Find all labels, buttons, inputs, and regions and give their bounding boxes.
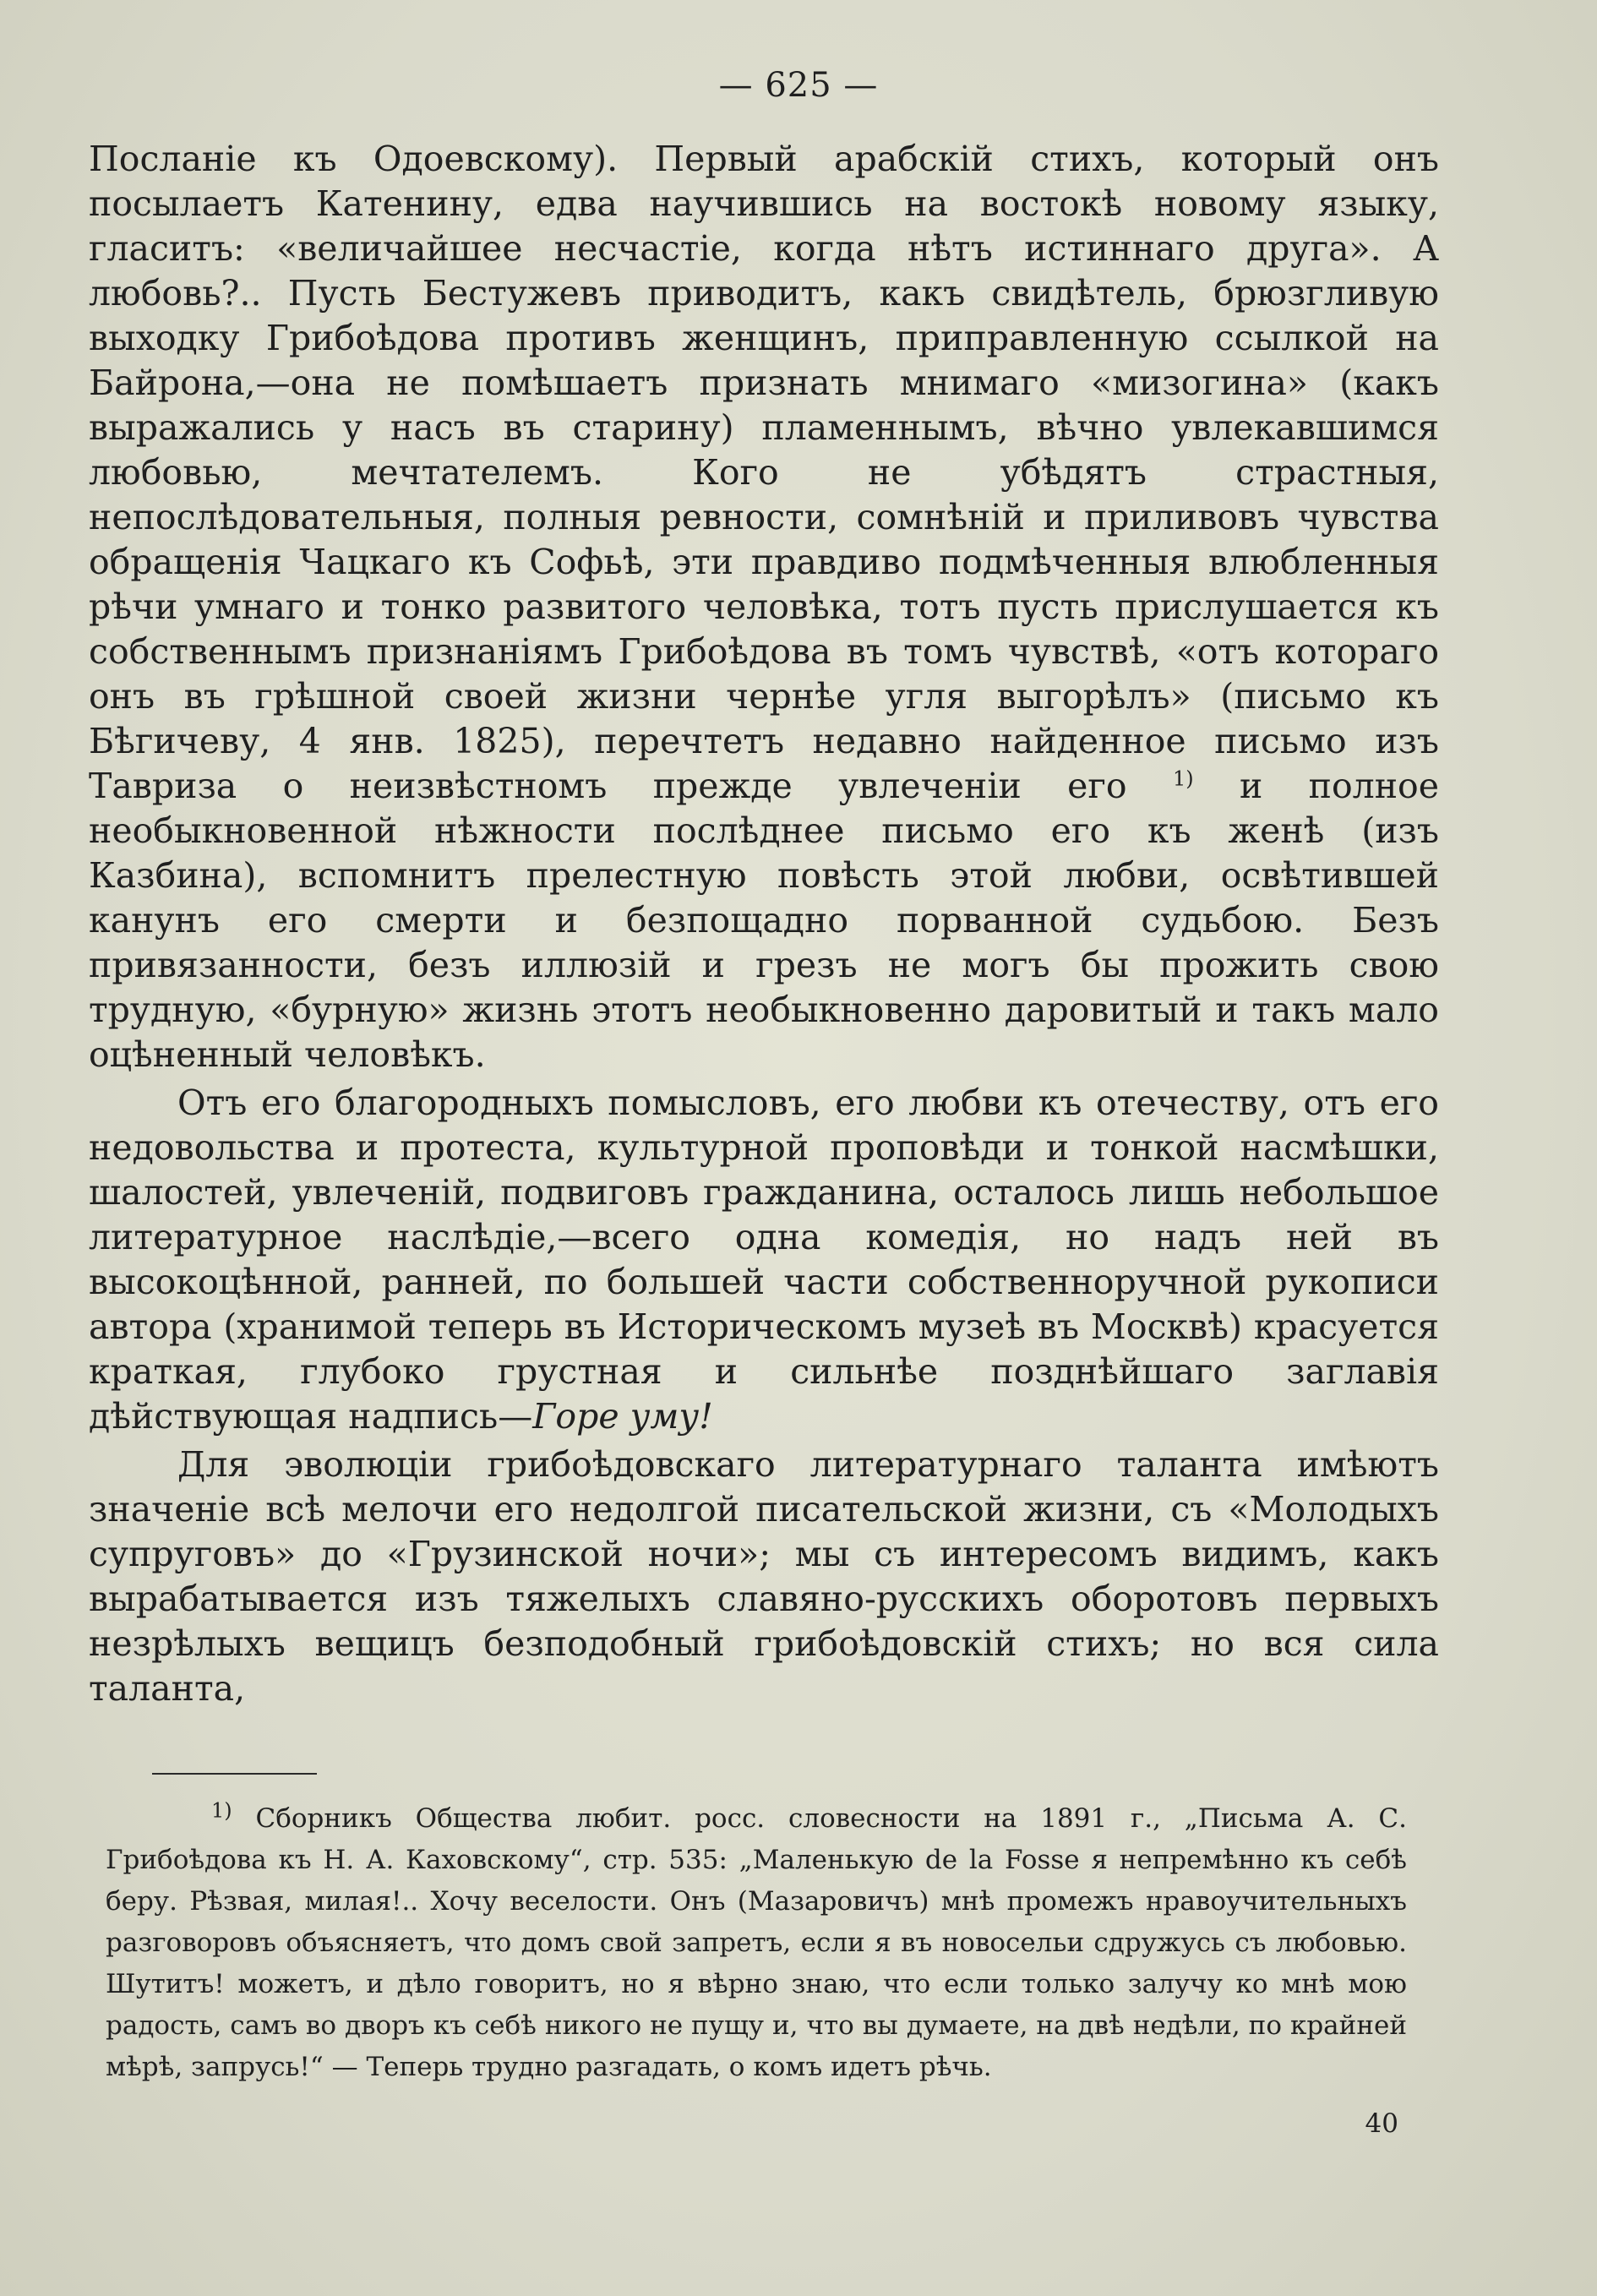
footnote-text: Сборникъ Общества любит. росс. словесности на 1891 г., „Письма А. С. Грибоѣдова къ Н. А. Каховскому“, стр. 535: „Маленькую de la Fosse я непремѣнно къ себѣ беру. Рѣзвая, милая!.. Хочу веселости. Онъ (Мазаровичъ) мнѣ промежъ нравоучительныхъ разговоровъ объясняетъ, что домъ свой запретъ, если я въ новосельи сдружусь съ любовью. Шутитъ! можетъ, и дѣло говоритъ, но я вѣрно знаю, что если только залучу ко мнѣ мою радость, самъ во дворъ къ себѣ никого не пущу и, что вы думаете, на двѣ недѣли, по крайней мѣрѣ, запрусь!“ — Теперь трудно разгадать, о комъ идетъ рѣчь. bbox=[106, 1803, 1407, 2082]
body-text bbox=[89, 137, 1439, 1711]
paragraph-2-text: Отъ его благородныхъ помысловъ, его любви къ отечеству, отъ его недовольства и протеста, культурной проповѣди и тонкой насмѣшки, шалостей, увлеченій, подвиговъ гражданина, осталось лишь небольшое литературное наслѣдіе,—всего одна комедія, но надъ ней въ высокоцѣнной, ранней, по большей части собственноручной рукописи автора (хранимой теперь въ Историческомъ музеѣ въ Москвѣ) красуется краткая, глубоко грустная и сильнѣе позднѣйшаго заглавія дѣйствующая надпись— bbox=[89, 1083, 1439, 1437]
page-number: — 625 — bbox=[718, 66, 879, 105]
emphasized-title: Горе уму! bbox=[532, 1396, 713, 1437]
footnote-divider bbox=[152, 1773, 317, 1775]
paragraph-1 bbox=[89, 137, 1439, 1077]
paragraph-1-text: Посланіе къ Одоевскому). Первый арабскій стихъ, который онъ посылаетъ Катенину, едва научившись на востокѣ новому языку, гласитъ: «величайшее несчастіе, когда нѣтъ истиннаго друга». А любовь?.. Пусть Бестужевъ приводитъ, какъ свидѣтель, брюзгливую выходку Грибоѣдова противъ женщинъ, приправленную ссылкой на Байрона,—она не помѣшаетъ признать мнимаго «мизогина» (какъ выражались у насъ въ старину) пламеннымъ, вѣчно увлекавшимся любовью, мечтателемъ. Кого не убѣдятъ страстныя, непослѣдовательныя, полныя ревности, сомнѣній и приливовъ чувства обращенія Чацкаго къ Софьѣ, эти правдиво подмѣченныя влюбленныя рѣчи умнаго и тонко развитого человѣка, тотъ пусть прислушается къ собственнымъ признаніямъ Грибоѣдова въ томъ чувствѣ, «отъ котораго онъ въ грѣшной своей жизни чернѣе угля выгорѣлъ» (письмо къ Бѣгичеву, 4 янв. 1825), перечтетъ недавно найденное письмо изъ Тавриза о неизвѣстномъ прежде увлеченіи его bbox=[89, 139, 1439, 806]
paragraph-3 bbox=[89, 1442, 1439, 1711]
paragraph-2 bbox=[89, 1081, 1439, 1439]
paragraph-3-text: Для эволюціи грибоѣдовскаго литературнаго таланта имѣютъ значеніе всѣ мелочи его недолгой писательской жизни, съ «Молодыхъ супруговъ» до «Грузинской ночи»; мы съ интересомъ видимъ, какъ вырабатывается изъ тяжелыхъ славяно-русскихъ оборотовъ первыхъ незрѣлыхъ вещицъ безподобный грибоѣдовскій стихъ; но вся сила таланта, bbox=[89, 1444, 1439, 1709]
footnote-reference: 1) bbox=[1172, 766, 1194, 791]
footnote-mark: 1) bbox=[211, 1798, 232, 1823]
footnote bbox=[106, 1798, 1407, 2088]
signature-mark: 40 bbox=[1365, 2108, 1398, 2139]
paragraph-1-text-continued: и полное необыкновенной нѣжности послѣднее письмо его къ женѣ (изъ Казбина), вспомнитъ прелестную повѣсть этой любви, освѣтившей канунъ его смерти и безпощадно порванной судьбою. Безъ привязанности, безъ иллюзій и грезъ не могъ бы прожить свою трудную, «бурную» жизнь этотъ необыкновенно даровитый и такъ мало оцѣненный человѣкъ. bbox=[89, 766, 1439, 1075]
